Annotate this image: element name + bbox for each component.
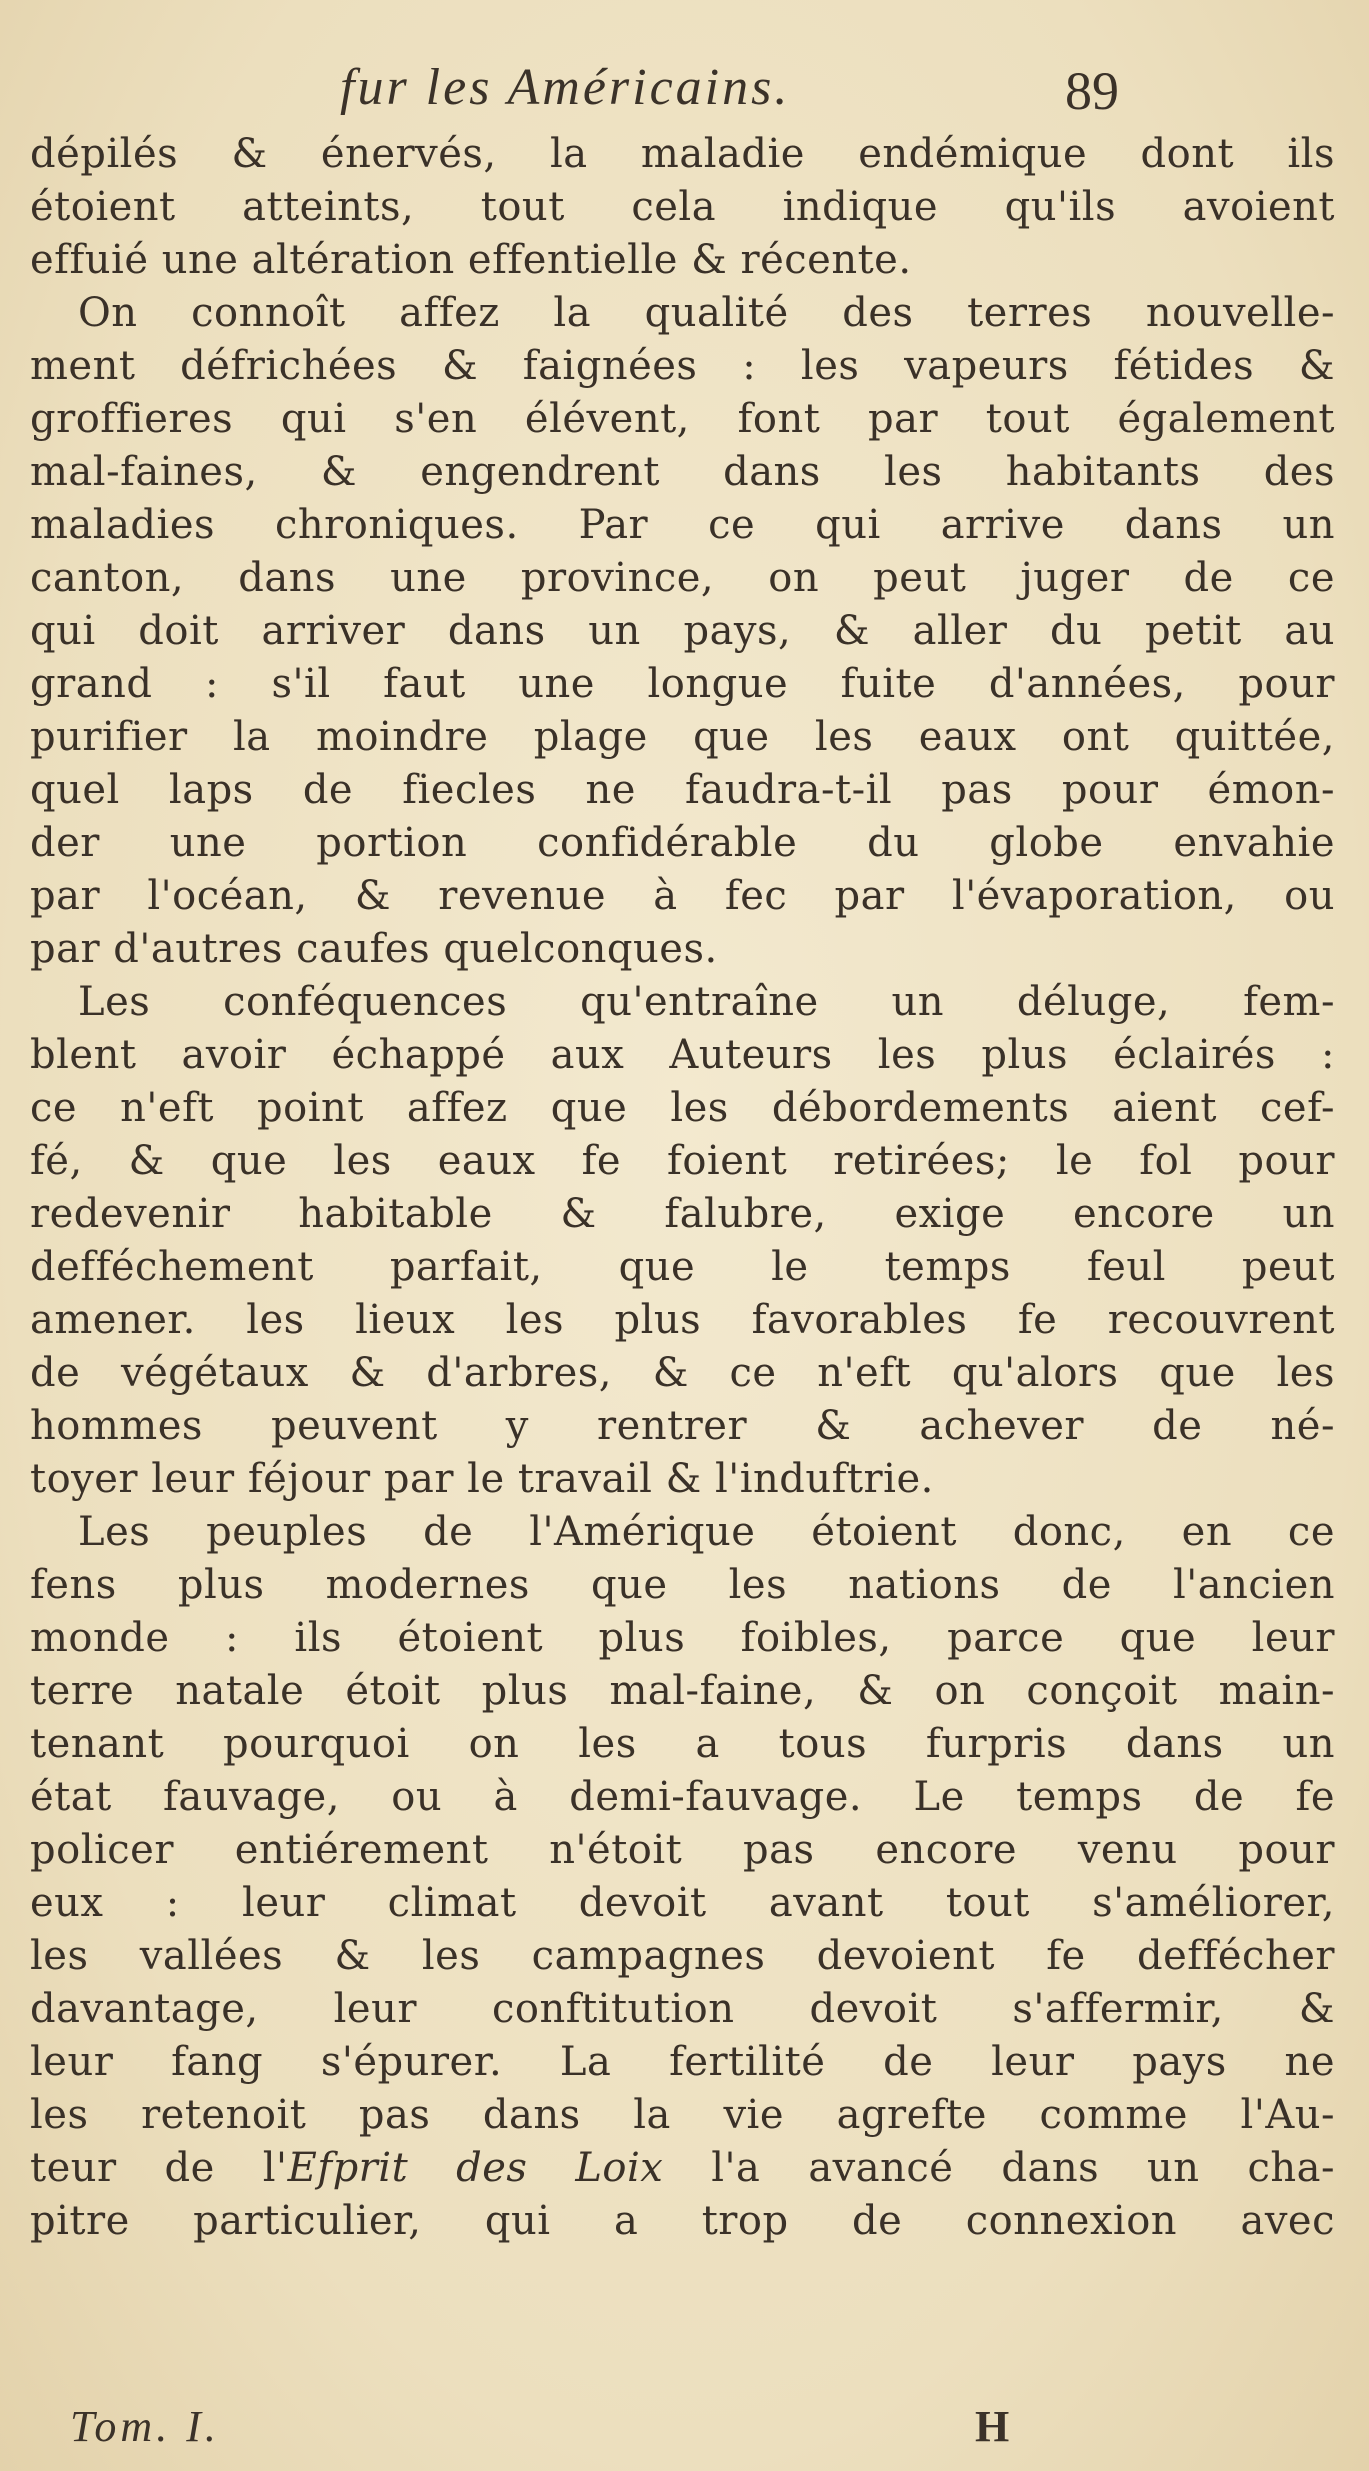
text-line: effuié une altération effentielle & récente. xyxy=(30,237,912,283)
text-line: toyer leur féjour par le travail & l'induftrie. xyxy=(30,1456,934,1502)
text-line: les vallées & les campagnes devoient fe deffécher xyxy=(30,1933,1335,1979)
text-line: pitre particulier, qui a trop de connexion avec xyxy=(30,2198,1335,2244)
text-line: Les peuples de l'Amérique étoient donc, en ce xyxy=(78,1509,1335,1555)
text-line: quel laps de fiecles ne faudra-t-il pas pour émon- xyxy=(30,767,1335,813)
text-line: terre natale étoit plus mal-faine, & on conçoit main- xyxy=(30,1668,1335,1714)
text-line: groffieres qui s'en élévent, font par tout également xyxy=(30,396,1335,442)
volume-mark: Tom. I. xyxy=(70,2402,220,2451)
text-segment: l'a avancé dans un cha- xyxy=(663,2145,1336,2191)
text-line: les retenoit pas dans la vie agrefte comme l'Au- xyxy=(30,2092,1335,2138)
text-line: qui doit arriver dans un pays, & aller du petit au xyxy=(30,608,1335,654)
text-line: ment défrichées & faignées : les vapeurs fétides & xyxy=(30,343,1335,389)
book-title-italic: Efprit des Loix xyxy=(287,2145,664,2191)
body-text xyxy=(30,128,1335,2248)
text-line: par l'océan, & revenue à fec par l'évaporation, ou xyxy=(30,873,1335,919)
text-line: étoient atteints, tout cela indique qu'ils avoient xyxy=(30,184,1335,230)
text-line: mal-faines, & engendrent dans les habitants des xyxy=(30,449,1335,495)
text-line: purifier la moindre plage que les eaux ont quittée, xyxy=(30,714,1335,760)
page-number: 89 xyxy=(1065,61,1119,121)
text-line: redevenir habitable & falubre, exige encore un xyxy=(30,1191,1335,1237)
text-line: fens plus modernes que les nations de l'ancien xyxy=(30,1562,1335,1608)
text-line: leur fang s'épurer. La fertilité de leur pays ne xyxy=(30,2039,1335,2085)
text-line: état fauvage, ou à demi-fauvage. Le temps de fe xyxy=(30,1774,1335,1820)
signature-mark: H xyxy=(975,2402,1010,2451)
text-line: fé, & que les eaux fe foient retirées; le fol pour xyxy=(30,1138,1335,1184)
text-line: ce n'eft point affez que les débordements aient cef- xyxy=(30,1085,1335,1131)
text-line: defféchement parfait, que le temps feul peut xyxy=(30,1244,1335,1290)
text-line: canton, dans une province, on peut juger de ce xyxy=(30,555,1335,601)
text-line: On connoît affez la qualité des terres nouvelle- xyxy=(78,290,1335,336)
running-title: fur les Américains. xyxy=(340,59,791,116)
text-line: dépilés & énervés, la maladie endémique dont ils xyxy=(30,131,1335,177)
text-line: Les conféquences qu'entraîne un déluge, fem- xyxy=(78,979,1335,1025)
text-line: de végétaux & d'arbres, & ce n'eft qu'alors que les xyxy=(30,1350,1335,1396)
text-line: davantage, leur conftitution devoit s'affermir, & xyxy=(30,1986,1335,2032)
text-line xyxy=(30,2142,1335,2195)
page-footer xyxy=(30,2401,1342,2457)
book-page xyxy=(30,0,1342,2471)
text-line: eux : leur climat devoit avant tout s'améliorer, xyxy=(30,1880,1335,1926)
text-line: maladies chroniques. Par ce qui arrive dans un xyxy=(30,502,1335,548)
text-line: hommes peuvent y rentrer & achever de né- xyxy=(30,1403,1335,1449)
text-line: amener. les lieux les plus favorables fe recouvrent xyxy=(30,1297,1335,1343)
text-line: monde : ils étoient plus foibles, parce que leur xyxy=(30,1615,1335,1661)
running-head xyxy=(30,58,1342,138)
text-line: tenant pourquoi on les a tous furpris dans un xyxy=(30,1721,1335,1767)
text-line: grand : s'il faut une longue fuite d'années, pour xyxy=(30,661,1335,707)
text-segment: teur de l' xyxy=(30,2145,288,2191)
text-line: der une portion confidérable du globe envahie xyxy=(30,820,1335,866)
text-line: blent avoir échappé aux Auteurs les plus éclairés : xyxy=(30,1032,1335,1078)
text-line: par d'autres caufes quelconques. xyxy=(30,926,718,972)
text-line: policer entiérement n'étoit pas encore venu pour xyxy=(30,1827,1335,1873)
